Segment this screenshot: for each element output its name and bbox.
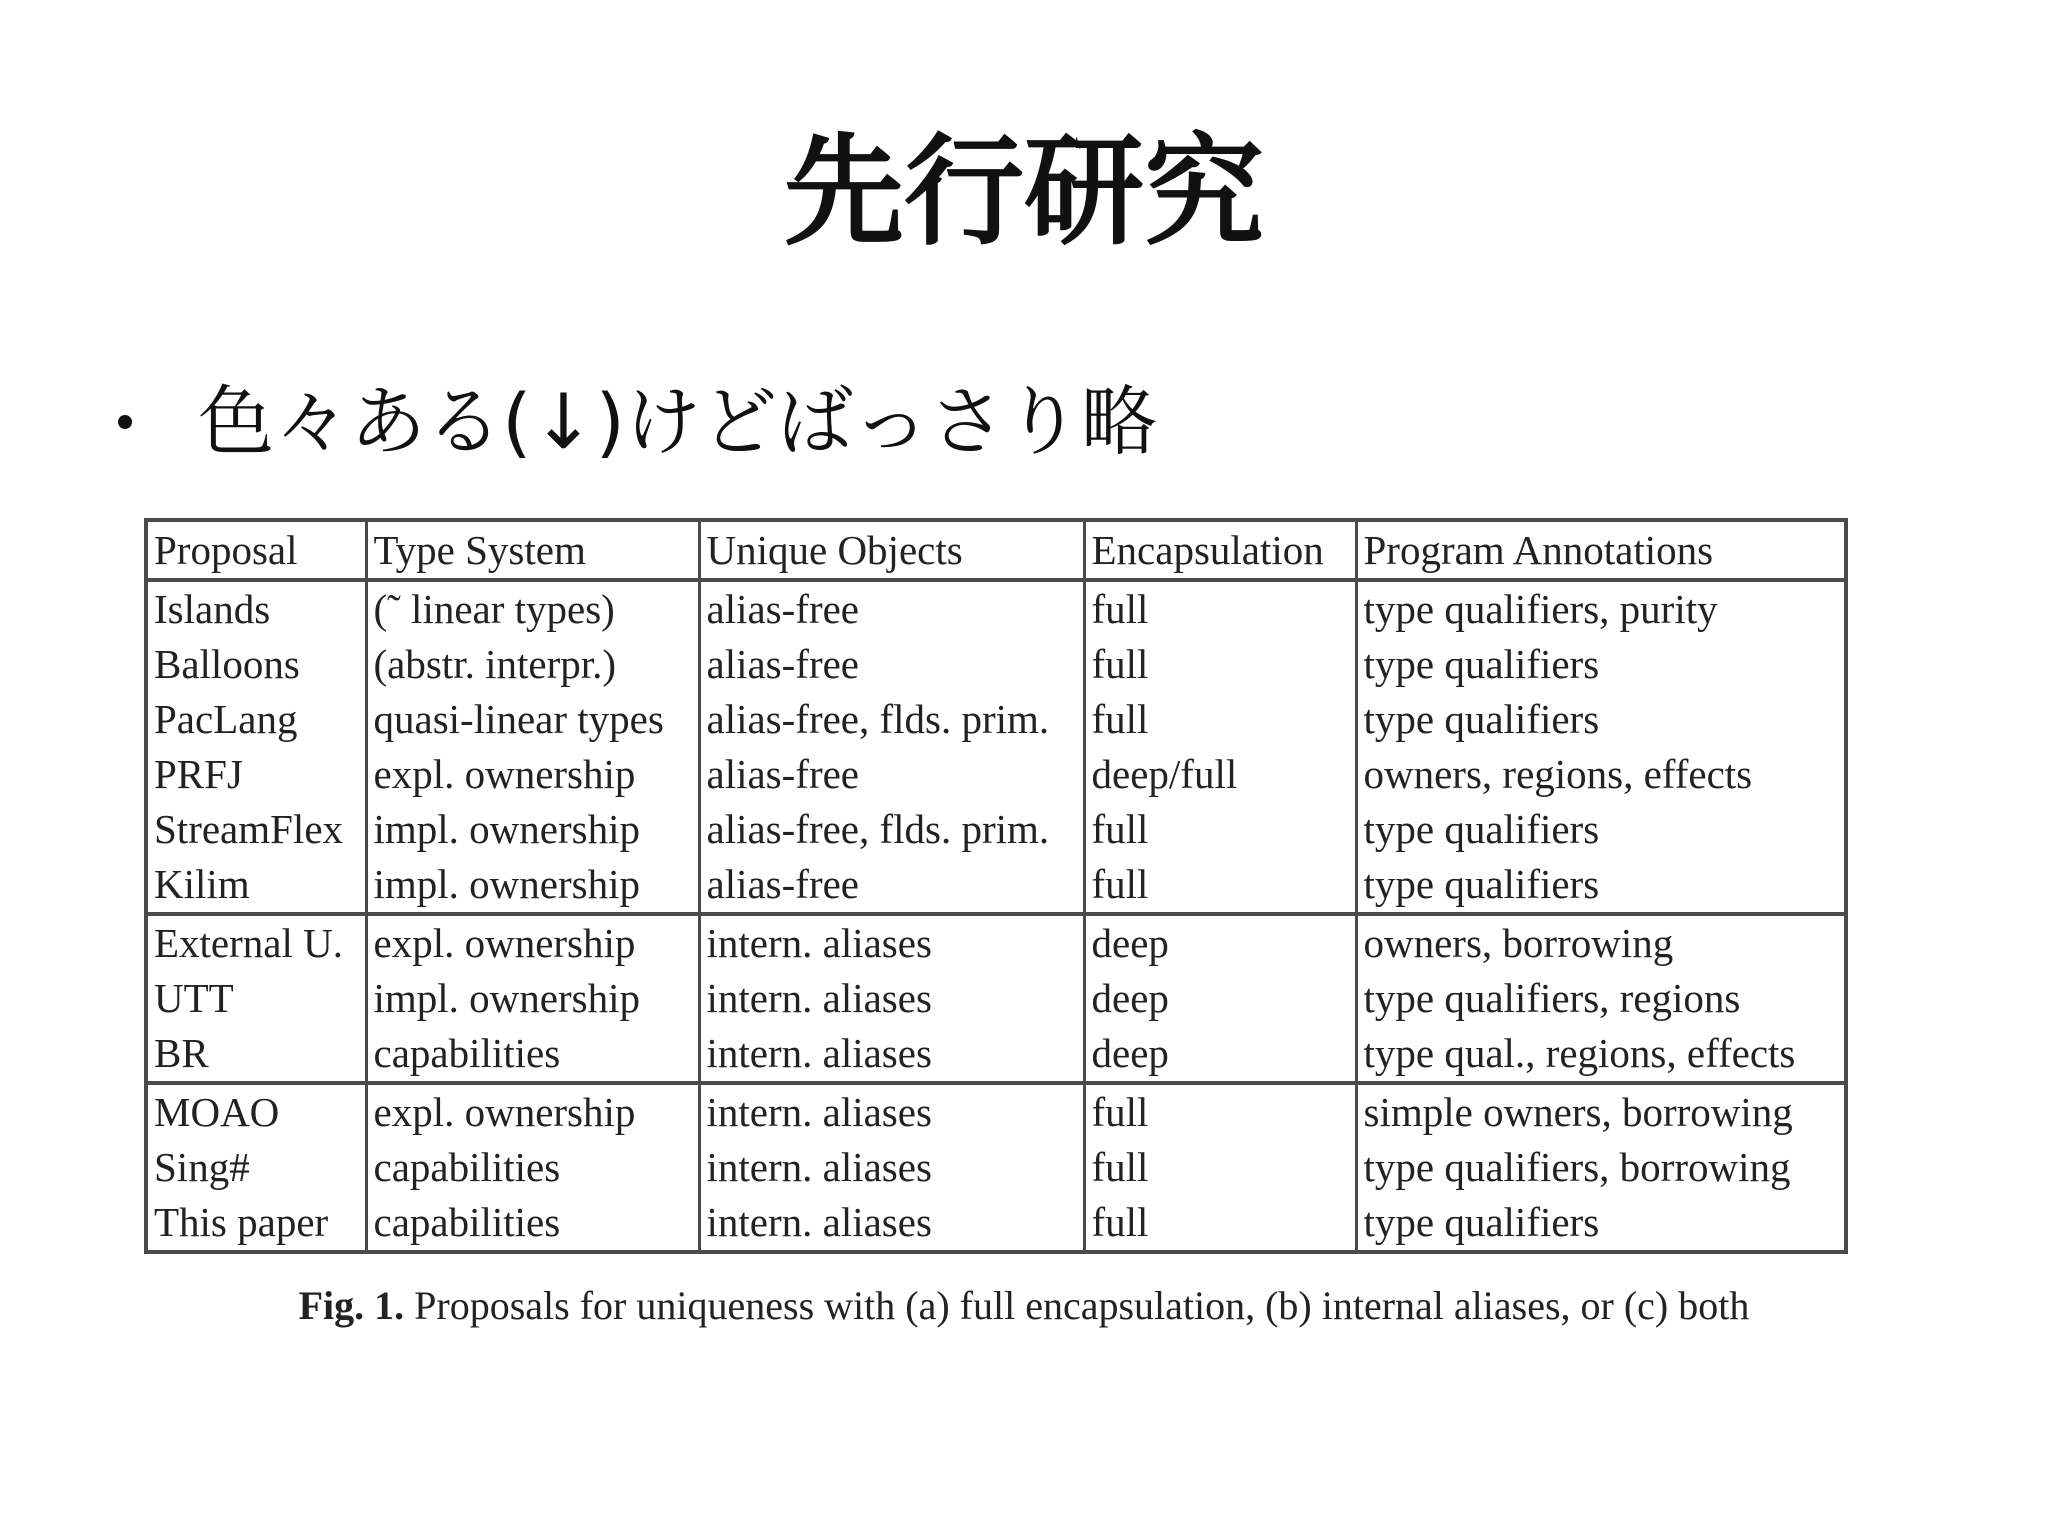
table-body (146, 580, 1846, 1252)
cell-unique-objects: alias-free (699, 637, 1084, 692)
cell-type-system: quasi-linear types (366, 692, 699, 747)
cell-encapsulation: deep (1084, 971, 1356, 1026)
cell-unique-objects: intern. aliases (699, 1083, 1084, 1140)
cell-proposal: PacLang (146, 692, 366, 747)
cell-unique-objects: intern. aliases (699, 1195, 1084, 1252)
cell-program-annotations: type qualifiers (1356, 692, 1846, 747)
cell-type-system: capabilities (366, 1140, 699, 1195)
header-unique-objects: Unique Objects (699, 520, 1084, 580)
cell-encapsulation: deep (1084, 1026, 1356, 1083)
cell-encapsulation: full (1084, 580, 1356, 637)
cell-program-annotations: owners, borrowing (1356, 914, 1846, 971)
cell-type-system: expl. ownership (366, 747, 699, 802)
cell-type-system: expl. ownership (366, 1083, 699, 1140)
cell-unique-objects: intern. aliases (699, 971, 1084, 1026)
header-encapsulation: Encapsulation (1084, 520, 1356, 580)
bullet-dot-icon (118, 415, 132, 429)
cell-program-annotations: type qualifiers, regions (1356, 971, 1846, 1026)
cell-unique-objects: intern. aliases (699, 1026, 1084, 1083)
cell-proposal: PRFJ (146, 747, 366, 802)
cell-encapsulation: full (1084, 802, 1356, 857)
cell-proposal: External U. (146, 914, 366, 971)
cell-type-system: impl. ownership (366, 971, 699, 1026)
table-row (146, 1026, 1846, 1083)
cell-unique-objects: alias-free, flds. prim. (699, 802, 1084, 857)
cell-proposal: BR (146, 1026, 366, 1083)
table-row (146, 637, 1846, 692)
cell-encapsulation: full (1084, 1140, 1356, 1195)
cell-type-system: expl. ownership (366, 914, 699, 971)
cell-type-system: capabilities (366, 1195, 699, 1252)
cell-unique-objects: alias-free (699, 857, 1084, 914)
table-row (146, 747, 1846, 802)
comparison-table (144, 518, 1848, 1254)
cell-proposal: Kilim (146, 857, 366, 914)
cell-proposal: Balloons (146, 637, 366, 692)
bullet-text: 色々ある(↓)けどばっさり略 (198, 377, 1157, 466)
cell-unique-objects: intern. aliases (699, 1140, 1084, 1195)
cell-program-annotations: type qualifiers (1356, 857, 1846, 914)
cell-encapsulation: full (1084, 692, 1356, 747)
header-proposal: Proposal (146, 520, 366, 580)
cell-type-system: capabilities (366, 1026, 699, 1083)
cell-type-system: (˜ linear types) (366, 580, 699, 637)
cell-unique-objects: intern. aliases (699, 914, 1084, 971)
cell-unique-objects: alias-free (699, 580, 1084, 637)
cell-unique-objects: alias-free (699, 747, 1084, 802)
cell-encapsulation: full (1084, 637, 1356, 692)
header-program-annotations: Program Annotations (1356, 520, 1846, 580)
table-row (146, 580, 1846, 637)
table-row (146, 857, 1846, 914)
cell-proposal: UTT (146, 971, 366, 1026)
cell-proposal: StreamFlex (146, 802, 366, 857)
cell-encapsulation: full (1084, 857, 1356, 914)
table-header-row (146, 520, 1846, 580)
table-row (146, 1195, 1846, 1252)
cell-program-annotations: simple owners, borrowing (1356, 1083, 1846, 1140)
table-row (146, 802, 1846, 857)
table-row (146, 1140, 1846, 1195)
cell-unique-objects: alias-free, flds. prim. (699, 692, 1084, 747)
table-row (146, 1083, 1846, 1140)
cell-program-annotations: type qualifiers (1356, 637, 1846, 692)
cell-program-annotations: type qualifiers (1356, 802, 1846, 857)
cell-program-annotations: type qualifiers, borrowing (1356, 1140, 1846, 1195)
header-type-system: Type System (366, 520, 699, 580)
slide-title: 先行研究 (784, 123, 1264, 262)
cell-type-system: (abstr. interpr.) (366, 637, 699, 692)
caption-text: Proposals for uniqueness with (a) full encapsulation, (b) internal aliases, or (c) both (414, 1283, 1750, 1328)
cell-program-annotations: type qual., regions, effects (1356, 1026, 1846, 1083)
cell-proposal: This paper (146, 1195, 366, 1252)
caption-label: Fig. 1. (298, 1283, 405, 1328)
cell-proposal: MOAO (146, 1083, 366, 1140)
cell-encapsulation: deep/full (1084, 747, 1356, 802)
cell-program-annotations: owners, regions, effects (1356, 747, 1846, 802)
bullet-item (118, 372, 1157, 472)
cell-proposal: Islands (146, 580, 366, 637)
cell-encapsulation: deep (1084, 914, 1356, 971)
cell-proposal: Sing# (146, 1140, 366, 1195)
cell-encapsulation: full (1084, 1083, 1356, 1140)
table-row (146, 914, 1846, 971)
cell-program-annotations: type qualifiers, purity (1356, 580, 1846, 637)
table-row (146, 692, 1846, 747)
cell-type-system: impl. ownership (366, 802, 699, 857)
cell-encapsulation: full (1084, 1195, 1356, 1252)
table-row (146, 971, 1846, 1026)
cell-type-system: impl. ownership (366, 857, 699, 914)
cell-program-annotations: type qualifiers (1356, 1195, 1846, 1252)
figure-caption (0, 1282, 2048, 1329)
